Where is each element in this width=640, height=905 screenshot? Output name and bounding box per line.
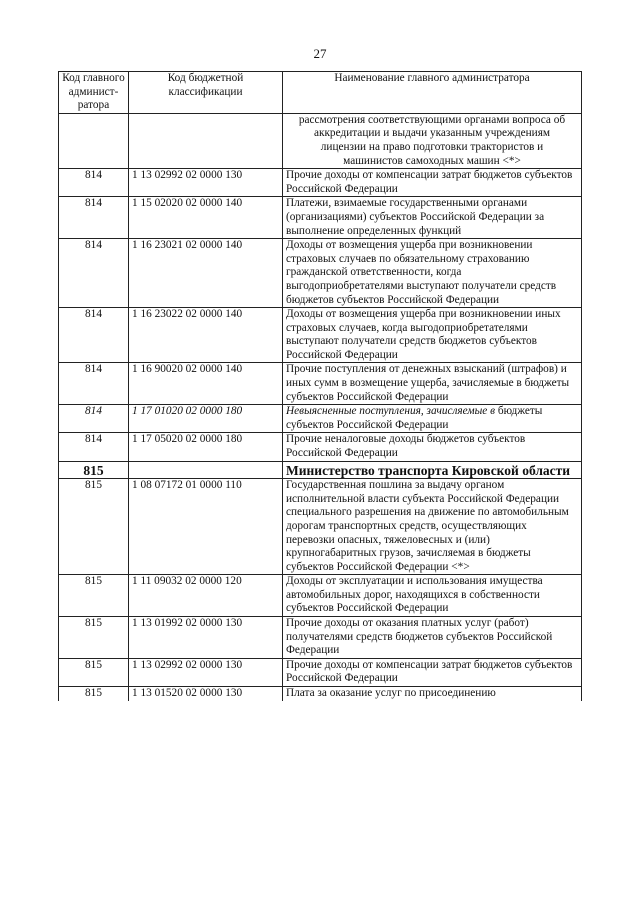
table-row xyxy=(59,169,582,197)
kbk-cell: 1 13 01992 02 0000 130 xyxy=(129,617,283,659)
name-cell: Прочие доходы от компенсации затрат бюджетов субъектов Российской Федерации xyxy=(283,169,582,197)
kbk-cell: 1 13 01520 02 0000 130 xyxy=(129,687,283,701)
admin-code-cell: 814 xyxy=(59,405,129,433)
name-cell: Плата за оказание услуг по присоединению xyxy=(283,687,582,701)
name-cell: Доходы от возмещения ущерба при возникновении страховых случаев по обязательному страхованию гражданской ответственности, когда выгодоприобретателями выступают получатели средств бюджетов субъектов Российской Федерации xyxy=(283,239,582,308)
header-admin-code: Код главного админист-ратора xyxy=(59,72,129,114)
kbk-cell: 1 16 23022 02 0000 140 xyxy=(129,308,283,363)
admin-code-cell: 815 xyxy=(59,479,129,575)
section-row xyxy=(59,461,582,479)
table-row xyxy=(59,197,582,239)
table-row xyxy=(59,575,582,617)
admin-code-cell: 814 xyxy=(59,169,129,197)
section-title: Министерство транспорта Кировской области xyxy=(283,461,582,479)
table-row xyxy=(59,658,582,686)
header-admin-name: Наименование главного администратора xyxy=(283,72,582,114)
table-row xyxy=(59,363,582,405)
admin-code-cell: 815 xyxy=(59,575,129,617)
name-italic-part: Невыясненные поступления, зачисляемые в xyxy=(286,405,496,418)
name-cell: Прочие доходы от оказания платных услуг (работ) получателями средств бюджетов субъектов Российской Федерации xyxy=(283,617,582,659)
name-cell: Прочие неналоговые доходы бюджетов субъектов Российской Федерации xyxy=(283,433,582,461)
admin-code-cell: 814 xyxy=(59,308,129,363)
name-cell: Прочие доходы от компенсации затрат бюджетов субъектов Российской Федерации xyxy=(283,658,582,686)
kbk-cell: 1 13 02992 02 0000 130 xyxy=(129,658,283,686)
header-budget-code: Код бюджетной классификации xyxy=(129,72,283,114)
name-cell xyxy=(283,405,582,433)
admin-code-cell: 815 xyxy=(59,658,129,686)
revenue-administrators-table xyxy=(58,71,582,701)
kbk-cell: 1 17 01020 02 0000 180 xyxy=(129,405,283,433)
table-row xyxy=(59,479,582,575)
kbk-cell: 1 15 02020 02 0000 140 xyxy=(129,197,283,239)
table-row xyxy=(59,687,582,701)
kbk-cell: 1 13 02992 02 0000 130 xyxy=(129,169,283,197)
admin-code-cell: 815 xyxy=(59,617,129,659)
table-row xyxy=(59,405,582,433)
page-number: 27 xyxy=(313,46,327,61)
name-rest-part: бюджеты субъектов Российской Федерации xyxy=(286,405,543,431)
kbk-cell: 1 16 23021 02 0000 140 xyxy=(129,239,283,308)
kbk-cell: 1 16 90020 02 0000 140 xyxy=(129,363,283,405)
name-cell: Государственная пошлина за выдачу органом исполнительной власти субъекта Российской Федерации специального разрешения на движение по автомобильным дорогам транспортных средств, осуществляющих перевозки опасных, тяжеловесных и (или) крупногабаритных грузов, зачисляемая в бюджеты субъектов Российской Федерации <*> xyxy=(283,479,582,575)
name-cell: Доходы от возмещения ущерба при возникновении иных страховых случаев, когда выгодоприобретателями выступают получатели средств бюджетов субъектов Российской Федерации xyxy=(283,308,582,363)
table-row xyxy=(59,308,582,363)
table-row xyxy=(59,617,582,659)
name-cell: Прочие поступления от денежных взысканий (штрафов) и иных сумм в возмещение ущерба, зачисляемые в бюджеты субъектов Российской Федерации xyxy=(283,363,582,405)
table-row xyxy=(59,239,582,308)
name-cell: Платежи, взимаемые государственными органами (организациями) субъектов Российской Федерации за выполнение определенных функций xyxy=(283,197,582,239)
admin-code-cell: 814 xyxy=(59,197,129,239)
admin-code-cell: 814 xyxy=(59,239,129,308)
kbk-cell: 1 11 09032 02 0000 120 xyxy=(129,575,283,617)
admin-code-cell: 814 xyxy=(59,433,129,461)
kbk-cell: 1 17 05020 02 0000 180 xyxy=(129,433,283,461)
kbk-cell: 1 08 07172 01 0000 110 xyxy=(129,479,283,575)
section-admin-code: 815 xyxy=(59,461,129,479)
table-row xyxy=(59,433,582,461)
continuation-text: рассмотрения соответствующими органами вопроса об аккредитации и выдачи указанным учреждениям лицензии на право подготовки трактористов и машинистов самоходных машин <*> xyxy=(283,113,582,168)
admin-code-cell: 815 xyxy=(59,687,129,701)
admin-code-cell: 814 xyxy=(59,363,129,405)
table-header-row xyxy=(59,72,582,114)
continuation-row xyxy=(59,113,582,168)
name-cell: Доходы от эксплуатации и использования имущества автомобильных дорог, находящихся в собственности субъектов Российской Федерации xyxy=(283,575,582,617)
